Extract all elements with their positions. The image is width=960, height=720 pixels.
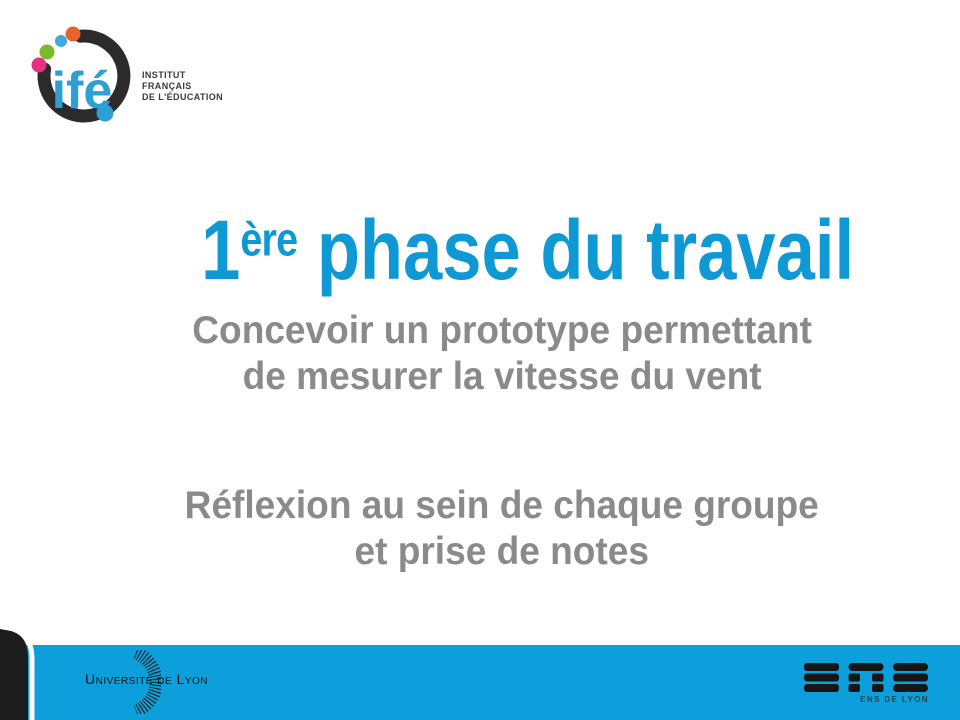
universite-fan-icon: [131, 650, 161, 714]
title-text: phase du travail: [297, 203, 855, 298]
ife-org-line3: DE L'ÉDUCATION: [142, 92, 224, 102]
page-title: [96, 203, 960, 298]
dot-blue-icon: [55, 35, 67, 47]
ife-acronym: ifé: [51, 62, 113, 120]
footer-band: [0, 645, 960, 720]
ife-logo: [30, 22, 260, 137]
universite-de-lyon-label: Université de Lyon: [85, 671, 209, 687]
ens-bars-icon: [804, 663, 928, 693]
ens-logo: [804, 663, 930, 711]
ife-org-name: [142, 70, 223, 103]
ife-ring-icon: [30, 22, 140, 134]
task-line2: de mesurer la vitesse du vent: [242, 355, 762, 398]
title-number: 1: [201, 203, 241, 298]
dot-green-icon: [40, 45, 55, 60]
corner-shape-icon: [0, 625, 42, 720]
ife-org-line1: INSTITUT: [142, 70, 186, 80]
universite-de-lyon-logo: [85, 645, 245, 720]
title-ordinal-suffix: ère: [240, 212, 298, 266]
ife-org-line2: FRANÇAIS: [142, 81, 192, 91]
ens-label: ENS DE LYON: [860, 695, 929, 704]
dot-orange-icon: [66, 27, 81, 42]
activity-line2: et prise de notes: [354, 530, 650, 573]
dot-magenta-icon: [32, 58, 47, 73]
activity-line1: Réflexion au sein de chaque groupe: [184, 484, 820, 527]
task-line1: Concevoir un prototype permettant: [192, 309, 812, 352]
task-paragraph: [0, 308, 960, 400]
activity-paragraph: [0, 483, 960, 575]
